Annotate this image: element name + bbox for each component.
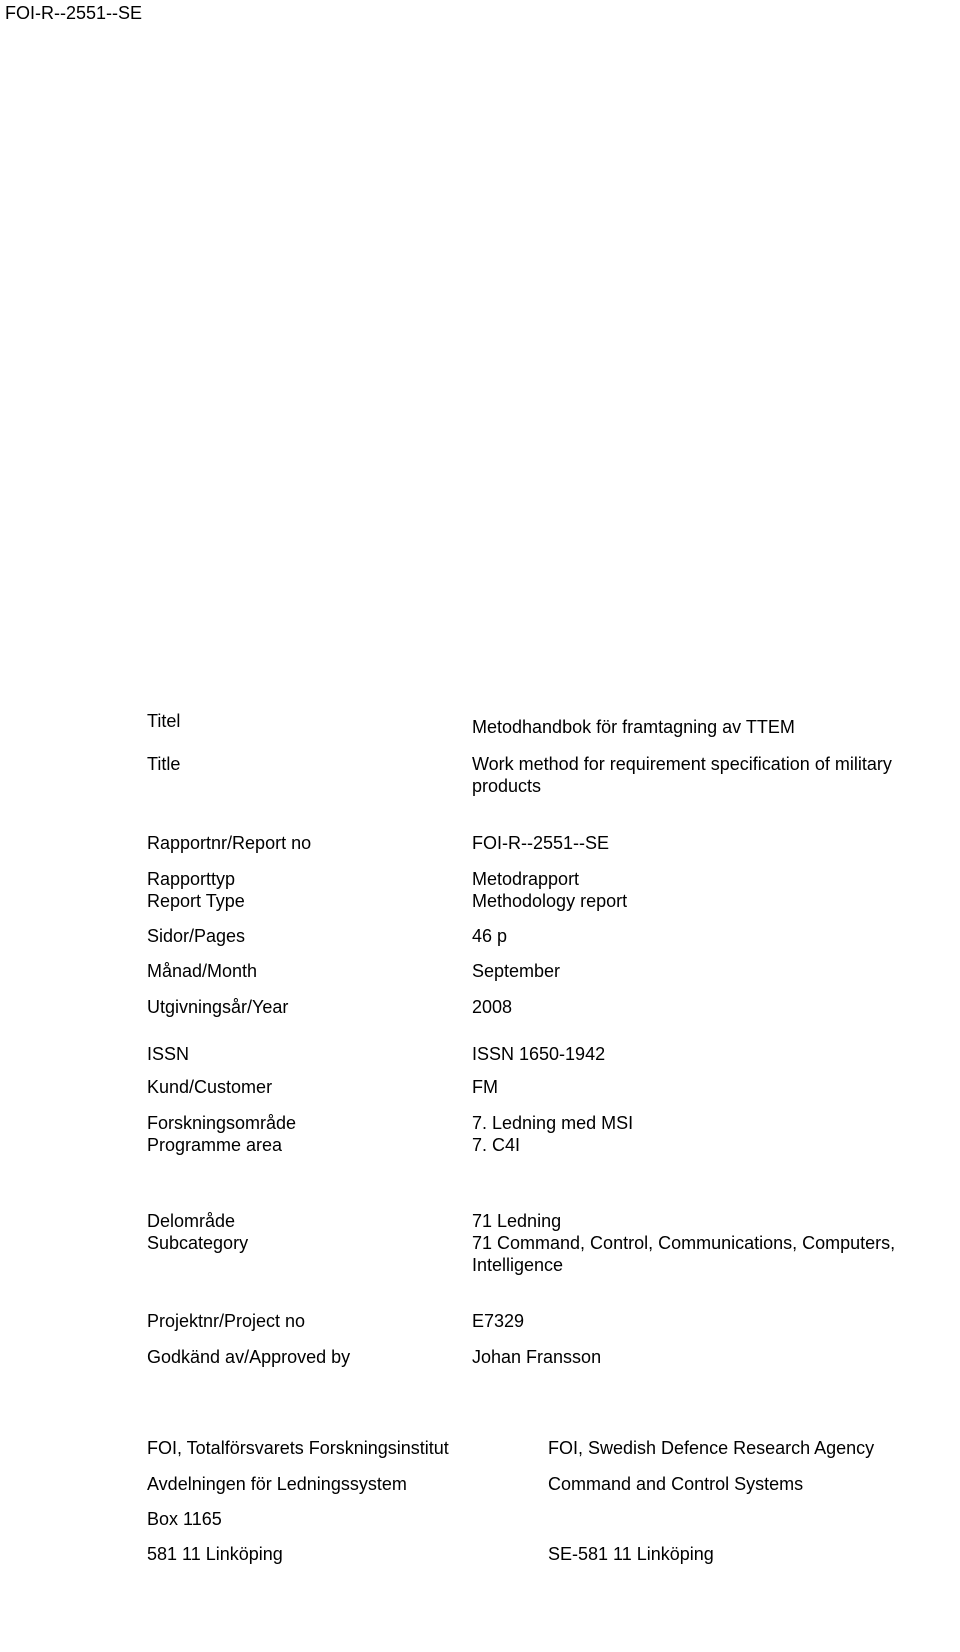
approved-by-label: Godkänd av/Approved by	[147, 1347, 351, 1367]
area-label-sv: Forskningsområde	[147, 1113, 297, 1133]
titel-label: Titel	[147, 711, 181, 731]
document-id: FOI-R--2551--SE	[5, 3, 143, 23]
approved-by-value: Johan Fransson	[472, 1347, 602, 1367]
year-label: Utgivningsår/Year	[147, 997, 289, 1017]
project-no-value: E7329	[472, 1311, 525, 1331]
project-no-label: Projektnr/Project no	[147, 1311, 306, 1331]
footer-dept-en: Command and Control Systems	[548, 1474, 804, 1494]
footer-org-sv: FOI, Totalförsvarets Forskningsinstitut	[147, 1438, 449, 1458]
footer-city-en: SE-581 11 Linköping	[548, 1544, 714, 1564]
report-type-value-en: Methodology report	[472, 891, 628, 911]
title-label: Title	[147, 754, 181, 774]
area-value-en: 7. C4I	[472, 1135, 521, 1155]
subcategory-value-en-line1: 71 Command, Control, Communications, Computers,	[472, 1233, 896, 1253]
area-label-en: Programme area	[147, 1135, 283, 1155]
area-value-sv: 7. Ledning med MSI	[472, 1113, 634, 1133]
subcategory-label-sv: Delområde	[147, 1211, 236, 1231]
month-value: September	[472, 961, 561, 981]
footer-org-en: FOI, Swedish Defence Research Agency	[548, 1438, 875, 1458]
month-label: Månad/Month	[147, 961, 258, 981]
footer-box: Box 1165	[147, 1509, 222, 1529]
subcategory-value-en-line2: Intelligence	[472, 1255, 564, 1275]
subcategory-label-en: Subcategory	[147, 1233, 249, 1253]
title-value-line2: products	[472, 776, 542, 796]
title-value-line1: Work method for requirement specification of military	[472, 754, 892, 774]
footer-city-sv: 581 11 Linköping	[147, 1544, 283, 1564]
titel-value: Metodhandbok för framtagning av TTEM	[472, 717, 795, 737]
issn-label: ISSN	[147, 1044, 190, 1064]
customer-value: FM	[472, 1077, 498, 1097]
customer-label: Kund/Customer	[147, 1077, 273, 1097]
pages-label: Sidor/Pages	[147, 926, 246, 946]
pages-value: 46 p	[472, 926, 508, 946]
report-type-label-sv: Rapporttyp	[147, 869, 236, 889]
year-value: 2008	[472, 997, 513, 1017]
footer-dept-sv: Avdelningen för Ledningssystem	[147, 1474, 407, 1494]
subcategory-value-sv: 71 Ledning	[472, 1211, 562, 1231]
report-type-label-en: Report Type	[147, 891, 245, 911]
report-no-value: FOI-R--2551--SE	[472, 833, 610, 853]
report-type-value-sv: Metodrapport	[472, 869, 580, 889]
issn-value: ISSN 1650-1942	[472, 1044, 606, 1064]
report-no-label: Rapportnr/Report no	[147, 833, 312, 853]
